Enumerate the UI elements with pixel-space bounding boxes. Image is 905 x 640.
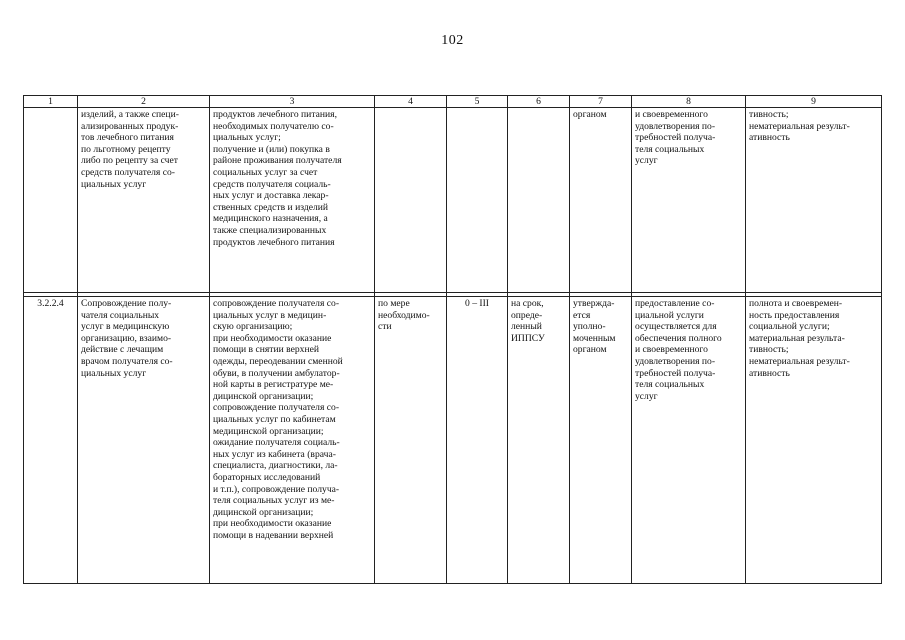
column-header: 1 xyxy=(24,96,78,108)
cell-evaluation: полнота и своевремен- ность предоставления социальной услуги; материальная результа- тивность; нематериальная результ- ативность xyxy=(746,297,882,584)
services-table xyxy=(23,95,882,584)
cell-cost: органом xyxy=(570,108,632,293)
cell-group xyxy=(447,108,508,293)
cell-service-name: изделий, а также специ- ализированных продук- тов лечебного питания по льготному рецепту либо по рецепту за счет средств получателя со- циальных услуг xyxy=(78,108,210,293)
header-row xyxy=(24,96,882,108)
cell-service-name: Сопровождение полу- чателя социальных услуг в медицинскую организацию, взаимо- действие с лечащим врачом получателя со- циальных услуг xyxy=(78,297,210,584)
cell-term xyxy=(508,108,570,293)
page-number: 102 xyxy=(441,33,464,48)
column-header: 2 xyxy=(78,96,210,108)
cell-frequency xyxy=(375,108,447,293)
cell-description: продуктов лечебного питания, необходимых получателю со- циальных услуг; получение и (или) покупка в районе проживания получателя социальных услуг за счет средств получателя социаль- ных услуг и доставка лекар- ственных средств и изделий медицинского назначения, а также специализированных продуктов лечебного питания xyxy=(210,108,375,293)
column-header: 5 xyxy=(447,96,508,108)
column-header: 8 xyxy=(632,96,746,108)
cell-evaluation: тивность; нематериальная результ- ативность xyxy=(746,108,882,293)
table-row xyxy=(24,108,882,293)
column-header: 7 xyxy=(570,96,632,108)
cell-term: на срок, опреде- ленный ИППСУ xyxy=(508,297,570,584)
column-header: 4 xyxy=(375,96,447,108)
table-row xyxy=(24,297,882,584)
cell-number xyxy=(24,108,78,293)
cell-description: сопровождение получателя со- циальных услуг в медицин- скую организацию; при необходимости оказание помощи в снятии верхней одежды, переодевании сменной обуви, в получении амбулатор- ной карты в регистратуре ме- дицинской организации; сопровождение получателя со- циальных услуг по кабинетам медицинской организации; ожидание получателя социаль- ных услуг из кабинета (врача- специалиста, диагностики, ла- бораторных исследований и т.п.), сопровождение получа- теля социальных услуг из ме- дицинской организации; при необходимости оказание помощи в надевании верхней xyxy=(210,297,375,584)
cell-number: 3.2.2.4 xyxy=(24,297,78,584)
cell-conditions: и своевременного удовлетворения по- требностей получа- теля социальных услуг xyxy=(632,108,746,293)
cell-group: 0 – III xyxy=(447,297,508,584)
column-header: 3 xyxy=(210,96,375,108)
cell-cost: утвержда- ется уполно- моченным органом xyxy=(570,297,632,584)
cell-conditions: предоставление со- циальной услуги осуществляется для обеспечения полного и своевременного удовлетворения по- требностей получа- теля социальных услуг xyxy=(632,297,746,584)
column-header: 6 xyxy=(508,96,570,108)
column-header: 9 xyxy=(746,96,882,108)
cell-frequency: по мере необходимо- сти xyxy=(375,297,447,584)
